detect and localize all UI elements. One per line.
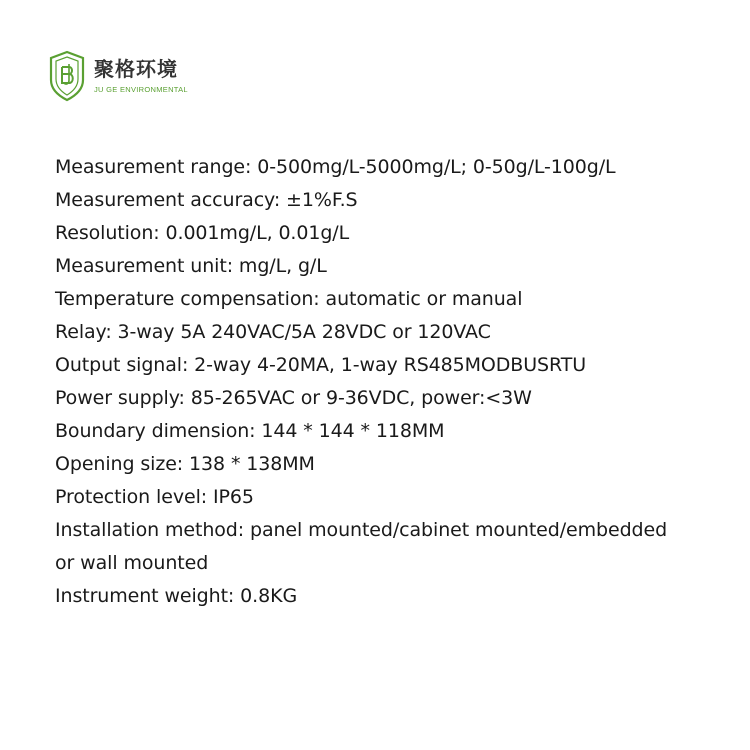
spec-protection-level: Protection level: IP65	[55, 486, 254, 508]
spec-instrument-weight: Instrument weight: 0.8KG	[55, 585, 298, 607]
company-logo	[48, 50, 188, 102]
spec-power-supply: Power supply: 85-265VAC or 9-36VDC, power:<3W	[55, 387, 532, 409]
spec-list	[55, 151, 705, 613]
spec-measurement-unit: Measurement unit: mg/L, g/L	[55, 255, 327, 277]
spec-output-signal: Output signal: 2-way 4-20MA, 1-way RS485MODBUSRTU	[55, 354, 587, 376]
logo-english-name: JU GE ENVIRONMENTAL	[94, 85, 188, 94]
logo-chinese-name: 聚格环境	[94, 57, 178, 81]
shield-logo-icon	[48, 50, 86, 102]
spec-installation-method-continued: or wall mounted	[55, 552, 209, 574]
spec-opening-size: Opening size: 138 * 138MM	[55, 453, 315, 475]
spec-relay: Relay: 3-way 5A 240VAC/5A 28VDC or 120VAC	[55, 321, 491, 343]
spec-installation-method: Installation method: panel mounted/cabinet mounted/embedded	[55, 519, 668, 541]
spec-measurement-accuracy: Measurement accuracy: ±1%F.S	[55, 189, 358, 211]
spec-temperature-compensation: Temperature compensation: automatic or manual	[55, 288, 523, 310]
spec-measurement-range: Measurement range: 0-500mg/L-5000mg/L; 0-50g/L-100g/L	[55, 156, 616, 178]
spec-resolution: Resolution: 0.001mg/L, 0.01g/L	[55, 222, 350, 244]
spec-boundary-dimension: Boundary dimension: 144 * 144 * 118MM	[55, 420, 445, 442]
